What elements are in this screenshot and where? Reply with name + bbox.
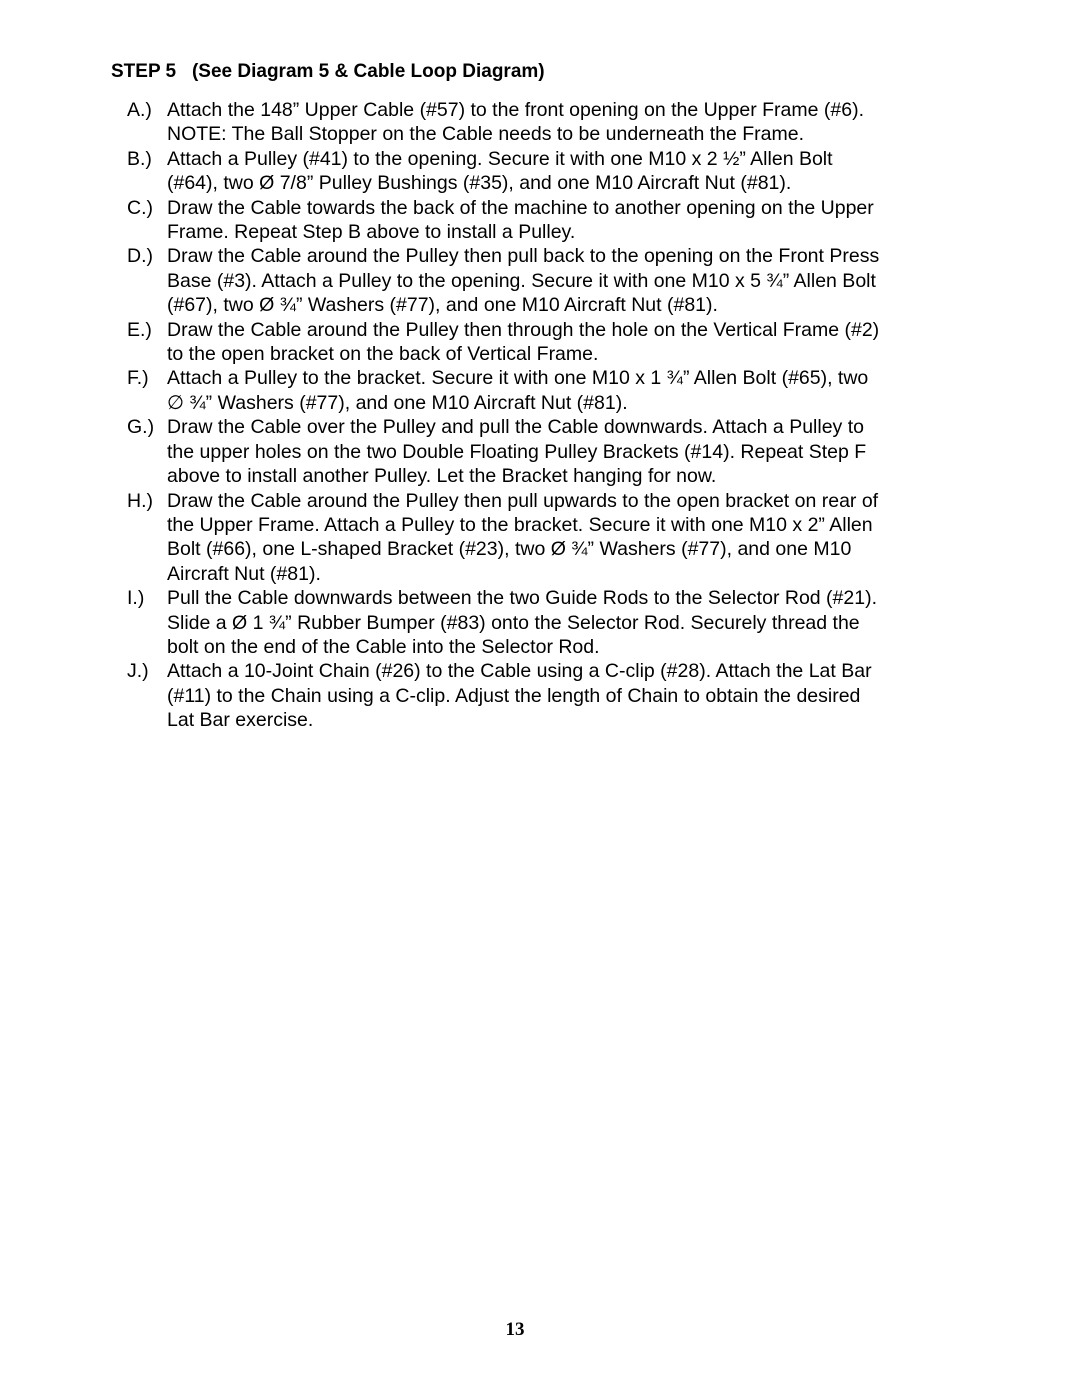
- step-text: [167, 489, 957, 587]
- step-text: [167, 586, 957, 659]
- step-text-line: ∅ ¾” Washers (#77), and one M10 Aircraft Nut (#81).: [167, 391, 628, 414]
- step-letter: H.): [127, 489, 153, 512]
- step-text-line: Draw the Cable around the Pulley then through the hole on the Vertical Frame (#2): [167, 318, 880, 341]
- step-letter: D.): [127, 245, 153, 268]
- step-letter: B.): [127, 147, 152, 170]
- step-letter: E.): [127, 318, 152, 341]
- step-letter: I.): [127, 587, 145, 610]
- step-text-line: the Upper Frame. Attach a Pulley to the bracket. Secure it with one M10 x 2” Allen: [167, 513, 873, 536]
- step-text-line: the upper holes on the two Double Floating Pulley Brackets (#14). Repeat Step F: [167, 440, 867, 463]
- step-text-line: Pull the Cable downwards between the two Guide Rods to the Selector Rod (#21).: [167, 587, 877, 610]
- step-text-line: (#67), two Ø ¾” Washers (#77), and one M10 Aircraft Nut (#81).: [167, 294, 718, 317]
- step-text-line: Attach a Pulley to the bracket. Secure it with one M10 x 1 ¾” Allen Bolt (#65), two: [167, 367, 869, 390]
- step-text: [167, 244, 957, 317]
- step-item-h: [127, 489, 957, 587]
- step-text-line: to the open bracket on the back of Vertical Frame.: [167, 343, 599, 366]
- step-text: [167, 415, 957, 488]
- step-item-i: [127, 586, 957, 659]
- step-text-line: Frame. Repeat Step B above to install a Pulley.: [167, 221, 576, 244]
- step-item-a: [127, 98, 957, 147]
- step-text-line: (#64), two Ø 7/8” Pulley Bushings (#35), and one M10 Aircraft Nut (#81).: [167, 172, 792, 195]
- step-text-line: (#11) to the Chain using a C-clip. Adjust the length of Chain to obtain the desired: [167, 684, 861, 707]
- step-text: [167, 147, 957, 196]
- step-text-line: Draw the Cable around the Pulley then pull back to the opening on the Front Press: [167, 245, 880, 268]
- step-text-line: Draw the Cable around the Pulley then pull upwards to the open bracket on rear of: [167, 489, 879, 512]
- step-text-line: Bolt (#66), one L-shaped Bracket (#23), two Ø ¾” Washers (#77), and one M10: [167, 538, 852, 561]
- step-text-line: Base (#3). Attach a Pulley to the opening. Secure it with one M10 x 5 ¾” Allen Bolt: [167, 269, 876, 292]
- step-text: [167, 196, 957, 245]
- step-text-line: Attach a 10-Joint Chain (#26) to the Cable using a C-clip (#28). Attach the Lat Bar: [167, 660, 872, 683]
- step-text-line: Attach a Pulley (#41) to the opening. Secure it with one M10 x 2 ½” Allen Bolt: [167, 147, 833, 170]
- step-text-line: Draw the Cable over the Pulley and pull the Cable downwards. Attach a Pulley to: [167, 416, 864, 439]
- step-text-line: NOTE: The Ball Stopper on the Cable needs to be underneath the Frame.: [167, 123, 805, 146]
- step-text: [167, 659, 957, 732]
- step-text: [167, 98, 957, 147]
- step-text-line: above to install another Pulley. Let the Bracket hanging for now.: [167, 465, 717, 488]
- step-letter: J.): [127, 660, 149, 683]
- page-number: 13: [505, 1319, 525, 1340]
- step-text: [167, 318, 957, 367]
- step-text-line: Draw the Cable towards the back of the machine to another opening on the Upper: [167, 196, 874, 219]
- step-item-e: [127, 318, 957, 367]
- step-text-line: Lat Bar exercise.: [167, 709, 314, 732]
- step-letter: F.): [127, 367, 149, 390]
- step-text-line: Attach the 148” Upper Cable (#57) to the front opening on the Upper Frame (#6).: [167, 99, 864, 121]
- step-heading: STEP 5 (See Diagram 5 & Cable Loop Diagram): [111, 61, 545, 82]
- step-list: [127, 98, 957, 733]
- step-item-d: [127, 244, 957, 317]
- step-item-j: [127, 659, 957, 732]
- step-text-line: bolt on the end of the Cable into the Selector Rod.: [167, 635, 600, 658]
- step-letter: A.): [127, 99, 152, 121]
- step-letter: G.): [127, 416, 155, 439]
- step-text-line: Slide a Ø 1 ¾” Rubber Bumper (#83) onto the Selector Rod. Securely thread the: [167, 611, 860, 634]
- step-item-f: [127, 366, 957, 415]
- step-item-b: [127, 147, 957, 196]
- step-text-line: Aircraft Nut (#81).: [167, 562, 321, 585]
- step-letter: C.): [127, 196, 153, 219]
- step-item-c: [127, 196, 957, 245]
- step-text: [167, 366, 957, 415]
- step-item-g: [127, 415, 957, 488]
